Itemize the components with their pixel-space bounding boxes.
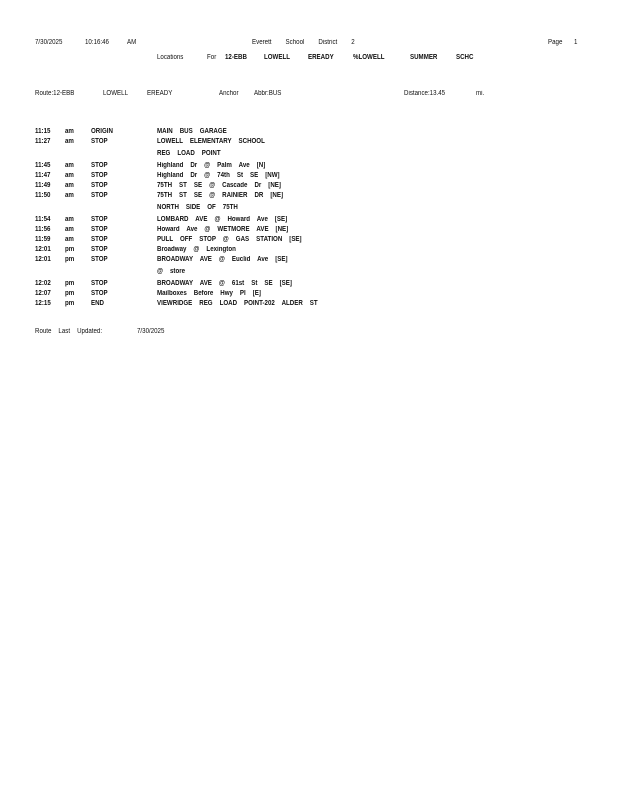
- stop-time: 11:54: [35, 215, 51, 223]
- header-schedule: EREADY: [308, 54, 334, 61]
- stop-location: VIEWRIDGE REG LOAD POINT-202 ALDER ST: [157, 300, 318, 308]
- stop-time: 11:27: [35, 138, 51, 146]
- stop-time: 12:01: [35, 246, 51, 254]
- stop-time: 12:01: [35, 256, 51, 264]
- page-number: 1: [574, 39, 578, 46]
- stop-location: LOMBARD AVE @ Howard Ave [SE]: [157, 215, 288, 223]
- stop-row: [0, 255, 618, 265]
- distance-unit: mi.: [476, 90, 485, 97]
- stop-time: 12:15: [35, 300, 51, 308]
- stop-ampm: am: [65, 138, 74, 146]
- route-updated-label: Route Last Updated:: [35, 328, 103, 335]
- route-schedule: EREADY: [147, 90, 173, 97]
- stop-note-row: [0, 149, 618, 159]
- stop-type: STOP: [91, 279, 108, 287]
- stop-ampm: am: [65, 225, 74, 233]
- district-title: Everett School District 2: [252, 39, 355, 46]
- stop-row: [0, 299, 618, 309]
- route-updated-date: 7/30/2025: [137, 328, 165, 335]
- stop-type: STOP: [91, 215, 108, 223]
- for-label: For: [207, 54, 217, 61]
- stop-location-note: REG LOAD POINT: [157, 149, 221, 157]
- stop-type: STOP: [91, 138, 108, 146]
- stop-time: 11:47: [35, 171, 51, 179]
- stop-ampm: am: [65, 171, 74, 179]
- stop-ampm: am: [65, 236, 74, 243]
- stop-row: [0, 161, 618, 171]
- header-school: LOWELL: [264, 54, 291, 61]
- stop-type: ORIGIN: [91, 128, 113, 135]
- stop-type: STOP: [91, 246, 108, 254]
- stop-location: BROADWAY AVE @ 61st St SE [SE]: [157, 279, 292, 287]
- stop-location: Mailboxes Before Hwy Pl [E]: [157, 290, 261, 297]
- stop-note-row: [0, 203, 618, 213]
- stop-time: 12:02: [35, 279, 51, 287]
- header-route-code: 12-EBB: [225, 54, 247, 61]
- stop-type: END: [91, 300, 105, 308]
- route-school: LOWELL: [103, 90, 128, 97]
- report-ampm: AM: [127, 39, 137, 46]
- stop-type: STOP: [91, 171, 108, 179]
- report-time: 10:16:46: [85, 39, 109, 46]
- stop-location: Howard Ave @ WETMORE AVE [NE]: [157, 225, 289, 233]
- page-label: Page: [548, 39, 563, 46]
- route-id: Route:12-EBB: [35, 90, 75, 97]
- stop-ampm: pm: [65, 279, 75, 287]
- stop-time: 11:59: [35, 236, 51, 243]
- stop-location: Broadway @ Lexington: [157, 246, 236, 254]
- stop-ampm: am: [65, 215, 74, 223]
- stop-ampm: pm: [65, 246, 75, 254]
- stop-location: Highland Dr @ 74th St SE [NW]: [157, 171, 280, 179]
- stop-location: 75TH ST SE @ Cascade Dr [NE]: [157, 182, 281, 189]
- stop-time: 11:45: [35, 161, 51, 169]
- stop-row: [0, 191, 618, 201]
- report-date: 7/30/2025: [35, 39, 63, 46]
- stop-row: [0, 289, 618, 299]
- stop-note-row: [0, 267, 618, 277]
- stop-type: STOP: [91, 225, 108, 233]
- stop-location: PULL OFF STOP @ GAS STATION [SE]: [157, 236, 302, 243]
- stop-time: 11:15: [35, 128, 51, 135]
- stop-ampm: am: [65, 128, 74, 135]
- locations-label: Locations: [157, 54, 184, 61]
- route-distance: Distance:13.45: [404, 90, 446, 97]
- stop-location: 75TH ST SE @ RAINIER DR [NE]: [157, 192, 283, 200]
- stop-ampm: pm: [65, 256, 75, 264]
- stop-location: LOWELL ELEMENTARY SCHOOL: [157, 138, 265, 146]
- stop-row: [0, 235, 618, 245]
- stop-row: [0, 127, 618, 137]
- stop-type: STOP: [91, 290, 108, 297]
- stop-row: [0, 279, 618, 289]
- stop-time: 12:07: [35, 290, 51, 297]
- stop-row: [0, 225, 618, 235]
- stop-time: 11:50: [35, 192, 51, 200]
- stop-ampm: am: [65, 192, 74, 200]
- stop-ampm: am: [65, 161, 74, 169]
- stop-ampm: pm: [65, 290, 75, 297]
- route-abbr: Abbr:BUS: [254, 90, 282, 97]
- stop-type: STOP: [91, 192, 108, 200]
- stop-type: STOP: [91, 236, 108, 243]
- stop-location-note: NORTH SIDE OF 75TH: [157, 203, 238, 211]
- stop-location-note: @ store: [157, 268, 186, 276]
- stop-location: BROADWAY AVE @ Euclid Ave [SE]: [157, 256, 288, 264]
- stop-type: STOP: [91, 161, 108, 169]
- stop-row: [0, 137, 618, 147]
- stop-ampm: am: [65, 182, 74, 189]
- stop-location: MAIN BUS GARAGE: [157, 128, 227, 135]
- stop-row: [0, 245, 618, 255]
- stop-time: 11:56: [35, 225, 51, 233]
- stop-type: STOP: [91, 182, 108, 189]
- stop-row: [0, 215, 618, 225]
- stop-row: [0, 171, 618, 181]
- header-season: SUMMER: [410, 54, 438, 61]
- stop-time: 11:49: [35, 182, 51, 189]
- stop-location: Highland Dr @ Palm Ave [N]: [157, 161, 266, 169]
- header-truncated-text: SCHC: [456, 54, 474, 61]
- route-anchor: Anchor: [219, 90, 239, 97]
- stop-ampm: pm: [65, 300, 75, 308]
- stop-type: STOP: [91, 256, 108, 264]
- stop-row: [0, 181, 618, 191]
- header-pct-school: %LOWELL: [353, 54, 385, 61]
